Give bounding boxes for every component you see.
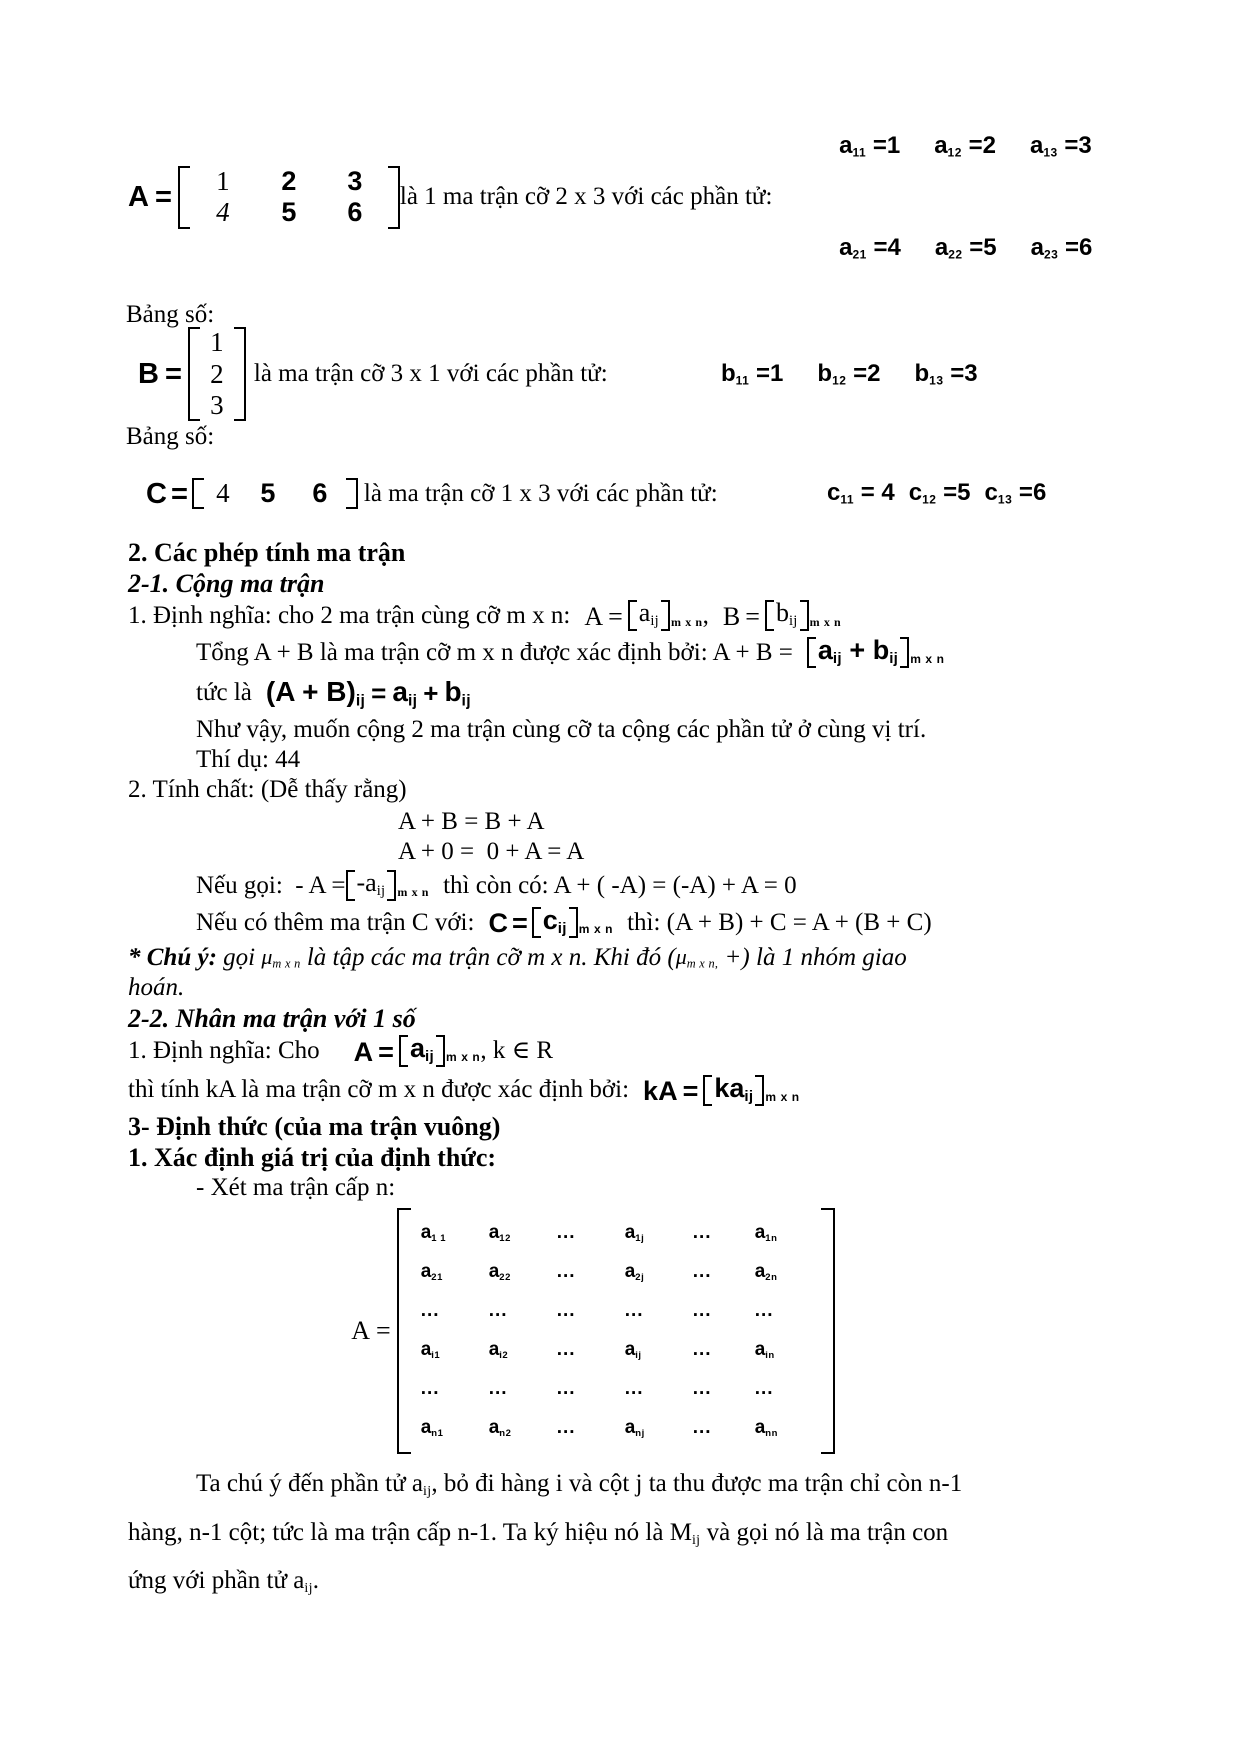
notation-label: kA [643, 1075, 678, 1106]
bracket-left [703, 1075, 712, 1106]
notation-kA-kaij [643, 1072, 800, 1106]
section-2-2-heading [128, 1004, 1058, 1033]
matrix-c-cell: 4 [216, 478, 230, 509]
paragraph-line-3 [128, 1557, 1058, 1606]
element-a13: $a_{13} =3$ [1029, 132, 1092, 160]
big-matrix-block [128, 1208, 1058, 1454]
element-c13: $c_{13} =6$ [984, 479, 1047, 507]
notation-bracket-group [346, 870, 397, 901]
paragraph-line-2 [128, 1509, 1058, 1558]
notation-label: A [353, 1036, 374, 1067]
big-matrix-cell: ... [692, 1222, 712, 1244]
bracket-left [807, 637, 816, 668]
big-matrix-cell: ... [420, 1300, 440, 1322]
bracket-right [234, 327, 246, 421]
big-matrix-body [411, 1208, 821, 1454]
chu-y-line-2 [128, 974, 1058, 1002]
bracket-right [436, 1035, 445, 1066]
nhu-vay-line [128, 716, 1058, 744]
bracket-right [569, 907, 578, 938]
section-3-heading-text: 3- Định thức (của ma trận vuông) [128, 1112, 501, 1142]
element-b13: $b_{13} =3$ [914, 359, 978, 388]
matrix-c-row-1 [204, 478, 346, 509]
notation-equals: = [608, 601, 623, 631]
big-matrix-row [415, 1292, 817, 1331]
tuc-la-label: tức là [196, 679, 252, 707]
chu-y-block [128, 944, 1058, 1002]
element-b11: $b_{11} =1$ [721, 359, 784, 388]
matrix-c-line [128, 453, 1058, 534]
section-2-1-heading-text: 2-1. Cộng ma trận [128, 569, 325, 599]
matrix-c-bracket-group [192, 478, 358, 509]
big-matrix-cell: ... [692, 1416, 712, 1438]
big-matrix-cell: ... [556, 1300, 576, 1322]
notation-label: C [488, 908, 508, 939]
notation-bracket-group [628, 600, 670, 631]
big-matrix-cell: $a_{nn}$ [754, 1416, 778, 1439]
chu-y-text: là tập các ma trận cỡ m x n. Khi đó ( [300, 944, 676, 972]
big-matrix-cell: ... [556, 1339, 576, 1361]
big-matrix-cell: ... [556, 1416, 576, 1438]
sum-lead-text: Tổng A + B là ma trận cỡ m x n được xác định bởi: A + B = [196, 638, 793, 666]
notation-B-bij [723, 600, 841, 631]
matrix-c-description: là ma trận cỡ 1 x 3 với các phần tử: [363, 479, 718, 507]
paragraph-text: ứng với phần tử a [128, 1567, 305, 1595]
bang-so-label-2 [126, 423, 1058, 451]
paragraph-subscript: ij [423, 1483, 432, 1499]
bracket-right [800, 600, 809, 631]
bang-so-label-1 [126, 301, 1058, 329]
big-matrix-cell: $a_{1j}$ [624, 1222, 645, 1245]
bracket-left [765, 600, 774, 631]
notation-label: B [722, 601, 741, 631]
notation-dims: m x n [397, 884, 430, 899]
definition-line-add [128, 600, 1058, 631]
notation-dims: m x n [765, 1089, 800, 1104]
big-matrix-label: A [351, 1316, 371, 1346]
notation-minus-aij [346, 870, 430, 901]
notation-dims: m x n [671, 614, 703, 629]
matrix-b-label: B [138, 358, 159, 391]
kA-lead-text: thì tính kA là ma trận cỡ m x n được xác định bởi: [128, 1076, 630, 1104]
matrix-c-elements [774, 453, 1047, 534]
page-content [126, 95, 1093, 1606]
notation-comma: , [702, 601, 709, 629]
matrix-b-cell: 2 [210, 358, 224, 389]
big-matrix-cell: $a_{nj}$ [624, 1416, 645, 1439]
notation-equals: = [378, 1036, 394, 1067]
big-matrix-cell: $a_{in}$ [754, 1339, 775, 1361]
matrix-b-row-3 [200, 390, 234, 421]
mu-symbol-2: $\mu_{m x n,}$ [675, 944, 719, 971]
chu-y-text: hoán. [128, 974, 185, 1002]
element-a12: $a_{12} =2$ [934, 132, 996, 160]
big-matrix-row [415, 1409, 817, 1448]
big-matrix-cell: ... [624, 1300, 644, 1322]
property-text: A + B = B + A [398, 808, 545, 836]
notation-C-cij [488, 904, 614, 939]
matrix-b-body [200, 327, 234, 421]
expr-plus: + [423, 677, 439, 708]
notation-bracket-group [765, 600, 809, 631]
notation-inner: $a_{ij}$ [409, 1033, 434, 1066]
thi-du-line [128, 746, 1058, 774]
notation-bracket-group [703, 1072, 764, 1106]
notation-A-aij-scalar [354, 1035, 481, 1066]
sum-definition-line [128, 637, 1058, 668]
notation-equals: = [511, 908, 528, 939]
notation-bracket-group [807, 637, 909, 668]
paragraph-text: Ta chú ý đến phần tử a [196, 1469, 424, 1497]
neu-goi-tail-text: thì còn có: A + ( -A) = (-A) + A = 0 [443, 871, 797, 899]
big-matrix-cell: $a_{1 1}$ [420, 1222, 447, 1245]
section-3-1-heading-text: 1. Xác định giá trị của định thức: [128, 1143, 497, 1173]
big-matrix-bracket-group [397, 1208, 835, 1454]
neu-co-lead-text: Nếu có thêm ma trận C với: [196, 908, 475, 936]
matrix-a-description: là 1 ma trận cỡ 2 x 3 với các phần tử: [399, 183, 773, 211]
matrix-a-cell: 1 [216, 165, 230, 196]
property-commutative [128, 808, 1058, 836]
big-matrix-cell: ... [754, 1378, 774, 1400]
section-2-heading-text: 2. Các phép tính ma trận [128, 538, 406, 568]
big-matrix-cell: ... [754, 1300, 774, 1322]
bracket-left [178, 166, 190, 229]
matrix-c-label: C [146, 477, 167, 510]
neu-goi-line [128, 870, 1058, 901]
bracket-left [188, 327, 200, 421]
big-matrix-cell: $a_{n2}$ [488, 1416, 512, 1439]
definition-lead-text: 1. Định nghĩa: Cho [128, 1037, 320, 1065]
big-matrix-cell: ... [488, 1378, 508, 1400]
chu-y-text: gọi [216, 944, 262, 972]
notation-bracket-group [399, 1035, 445, 1066]
notation-equals: = [745, 601, 760, 631]
matrix-a-row-1 [190, 166, 388, 197]
thi-du-text: Thí dụ: 44 [196, 746, 301, 774]
notation-dims: m x n [445, 1050, 481, 1065]
paragraph-text: . [312, 1567, 320, 1595]
matrix-a-line [128, 95, 1093, 299]
bracket-right [821, 1208, 835, 1454]
notation-dims: m x n [910, 651, 945, 666]
bracket-left [346, 870, 355, 901]
bracket-left [532, 907, 541, 938]
matrix-c-cell: 5 [260, 478, 276, 509]
notation-inner: $ka_{ij}$ [714, 1072, 754, 1105]
big-matrix-cell: $a_{ij}$ [624, 1339, 642, 1361]
notation-equals: = [682, 1075, 699, 1106]
matrix-a-cell: 5 [281, 197, 297, 228]
expr-bij: $b_{ij}$ [444, 676, 471, 710]
element-a22: $a_{22} =5$ [934, 234, 997, 262]
xet-ma-tran-text: - Xét ma trận cấp n: [196, 1174, 396, 1202]
tinh-chat-heading [128, 776, 1058, 804]
definition-lead-text: 1. Định nghĩa: cho 2 ma trận cùng cỡ m x n: [128, 601, 571, 629]
expr-A-plus-B-ij: $(A + B)_{ij}$ [265, 676, 366, 710]
matrix-b-equals: = [164, 358, 182, 391]
big-matrix-cell: $a_{2j}$ [624, 1261, 645, 1284]
section-2-heading [128, 538, 1058, 567]
matrix-b-row-2 [200, 359, 234, 390]
big-matrix-cell: ... [420, 1378, 440, 1400]
bracket-left [397, 1208, 411, 1454]
chu-y-text: +) là 1 nhóm giao [718, 944, 907, 972]
matrix-a-cell: 6 [347, 197, 363, 228]
matrix-c-cell: 6 [312, 478, 328, 509]
big-matrix-cell: $a_{21}$ [420, 1261, 443, 1284]
matrix-b-cell: 3 [210, 390, 224, 421]
matrix-a-bracket-group [178, 166, 400, 229]
chu-y-label: * Chú ý: [128, 944, 217, 972]
big-matrix-cell: ... [624, 1378, 644, 1400]
matrix-c-equals: = [170, 477, 188, 510]
bracket-right [387, 870, 396, 901]
nhu-vay-text: Như vậy, muốn cộng 2 ma trận cùng cỡ ta cộng các phần tử ở cùng vị trí. [196, 716, 927, 744]
big-matrix-cell: ... [556, 1378, 576, 1400]
matrix-a-elements-row-2 [772, 197, 1092, 299]
notation-inner: $c_{ij}$ [542, 904, 567, 938]
paragraph-text: và gọi nó là ma trận con [700, 1518, 949, 1546]
paragraph-text: , bỏ đi hàng i và cột j ta thu được ma trận chỉ còn n-1 [431, 1469, 963, 1497]
big-matrix-cell: $a_{i2}$ [488, 1339, 509, 1361]
paragraph-line-1 [128, 1460, 1058, 1509]
bracket-right [755, 1075, 764, 1106]
matrix-b-elements [668, 334, 978, 415]
expr-equals: = [371, 677, 387, 708]
notation-dims: m x n [578, 921, 614, 936]
paragraph-subscript: ij [691, 1532, 701, 1548]
element-a23: $a_{23} =6$ [1030, 234, 1093, 262]
notation-dims: m x n [809, 614, 842, 629]
big-matrix-cell: $a_{i1}$ [420, 1339, 441, 1361]
mu-symbol-1: $\mu_{m x n}$ [261, 944, 301, 971]
matrix-b-cell: 1 [210, 327, 224, 358]
notation-bracket-group [532, 904, 578, 938]
notation-label: A [584, 601, 604, 631]
matrix-a-cell: 2 [281, 165, 297, 196]
neu-goi-lead-text: Nếu gọi: - A = [196, 871, 346, 899]
definition-tail-text: , k ∈ R [480, 1037, 554, 1065]
paragraph-subscript: ij [304, 1581, 313, 1597]
element-c12: $c_{12} =5$ [908, 479, 971, 507]
section-3-heading [128, 1112, 1058, 1141]
section-2-1-heading [128, 569, 1058, 598]
matrix-a-equals: = [154, 181, 172, 213]
neu-co-tail-text: thì: (A + B) + C = A + (B + C) [627, 908, 932, 936]
big-matrix-row [415, 1214, 817, 1253]
kA-definition-line [128, 1072, 1058, 1106]
big-matrix-row [415, 1253, 817, 1292]
big-matrix-row [415, 1331, 817, 1370]
neu-co-them-line [128, 904, 1058, 939]
bracket-left [628, 600, 637, 631]
section-2-2-heading-text: 2-2. Nhân ma trận với 1 số [128, 1004, 416, 1034]
matrix-a-row-2 [190, 197, 388, 228]
big-matrix-cell: ... [556, 1261, 576, 1283]
element-c11: $c_{11} = 4$ [827, 479, 895, 507]
big-matrix-cell: $a_{12}$ [488, 1222, 511, 1245]
bracket-right [661, 600, 670, 631]
notation-aij-plus-bij [807, 637, 945, 668]
matrix-a-label: A [128, 181, 149, 213]
bracket-right [346, 478, 358, 509]
expr-aij: $a_{ij}$ [392, 676, 418, 710]
matrix-b-line [128, 327, 1058, 421]
big-matrix-cell: ... [692, 1300, 712, 1322]
big-matrix-equals: = [376, 1316, 391, 1346]
element-a21: $a_{21} =4$ [839, 234, 901, 262]
matrix-a-cell: 3 [347, 165, 363, 196]
tuc-la-line [128, 676, 1058, 710]
big-matrix-cell: $a_{2n}$ [754, 1261, 778, 1284]
matrix-b-bracket-group [188, 327, 246, 421]
bracket-right [900, 637, 909, 668]
bracket-left [399, 1035, 408, 1066]
notation-inner: $a_{ij}$ [638, 598, 659, 630]
section-3-1-heading [128, 1143, 1058, 1172]
paragraph-text: hàng, n-1 cột; tức là ma trận cấp n-1. Ta ký hiệu nó là M [128, 1518, 692, 1546]
chu-y-line-1 [128, 944, 1058, 972]
big-matrix-cell: ... [692, 1261, 712, 1283]
element-b12: $b_{12} =2$ [817, 359, 881, 388]
big-matrix-cell: $a_{1n}$ [754, 1222, 778, 1245]
xet-ma-tran-line [128, 1174, 1058, 1202]
matrix-a-elements [772, 95, 1092, 299]
big-matrix-cell: ... [488, 1300, 508, 1322]
big-matrix-cell: ... [692, 1378, 712, 1400]
big-matrix-cell: ... [556, 1222, 576, 1244]
notation-A-aij [584, 600, 702, 631]
big-matrix-row [415, 1370, 817, 1409]
bracket-right [388, 166, 400, 229]
notation-inner: $-a_{ij}$ [356, 868, 386, 900]
definition-line-scalar [128, 1035, 1058, 1066]
element-a11: $a_{11} =1$ [839, 132, 901, 160]
notation-inner: $b_{ij}$ [775, 598, 798, 630]
property-text: A + 0 = 0 + A = A [398, 838, 585, 866]
tinh-chat-text: 2. Tính chất: (Dễ thấy rằng) [128, 776, 407, 804]
property-identity [128, 838, 1058, 866]
bracket-left [192, 478, 204, 509]
big-matrix-cell: ... [692, 1339, 712, 1361]
big-matrix-cell: $a_{22}$ [488, 1261, 511, 1284]
bang-so-text: Bảng số: [126, 301, 215, 329]
bang-so-text: Bảng số: [126, 423, 215, 451]
matrix-a-body [190, 166, 388, 229]
matrix-b-row-1 [200, 327, 234, 358]
matrix-a-elements-row-1 [772, 95, 1092, 197]
matrix-c-body [204, 478, 346, 509]
matrix-a-cell: 4 [216, 197, 230, 228]
big-matrix-cell: $a_{n1}$ [420, 1416, 444, 1439]
matrix-b-description: là ma trận cỡ 3 x 1 với các phần tử: [253, 360, 608, 388]
notation-inner: $a_{ij} + b_{ij}$ [817, 635, 899, 668]
closing-paragraph [128, 1460, 1058, 1606]
